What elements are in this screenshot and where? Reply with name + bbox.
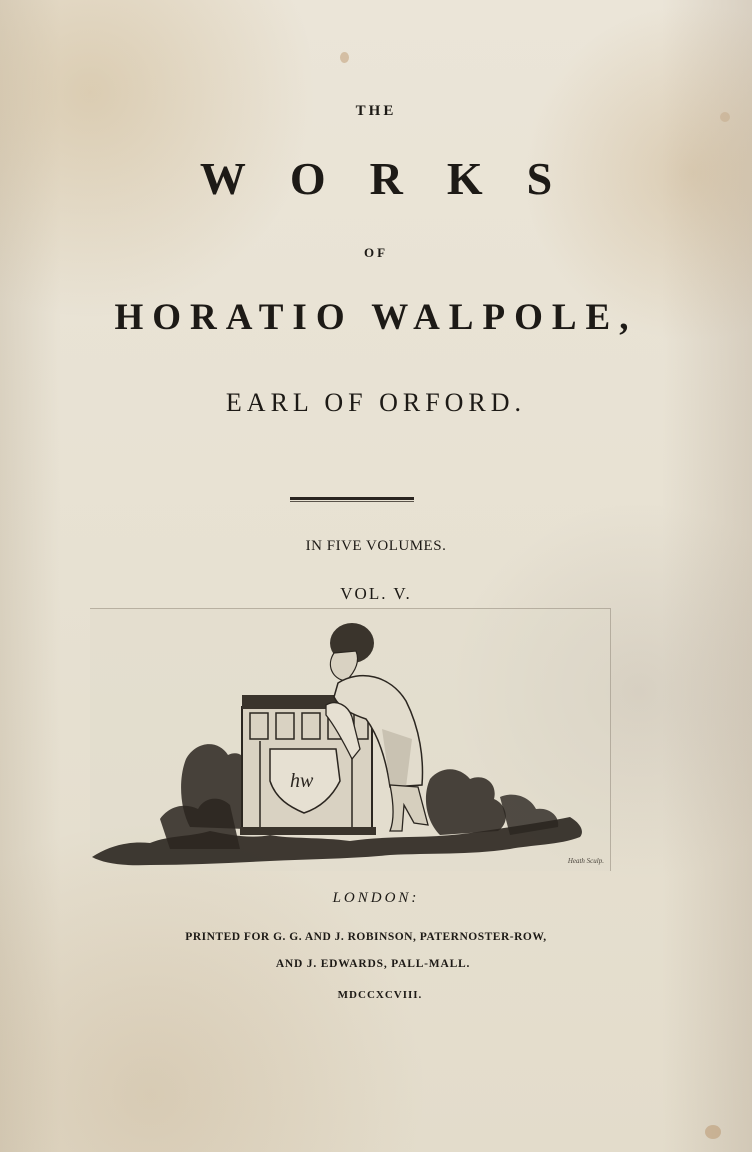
divider-rule-thin — [290, 501, 414, 502]
volume-number: VOL. V. — [340, 584, 412, 603]
imprint-seller: AND J. EDWARDS, PALL-MALL. — [275, 958, 471, 970]
foxing-spot — [705, 1125, 721, 1139]
volume-count: IN FIVE VOLUMES. — [305, 538, 447, 554]
engraver-signature: Heath Sculp. — [567, 857, 604, 865]
foxing-spot — [340, 52, 349, 63]
author-title: EARL OF ORFORD. — [225, 388, 527, 417]
divider-rule — [290, 497, 414, 500]
author-name: HORATIO WALPOLE, — [114, 297, 638, 338]
heading-of: OF — [363, 245, 389, 260]
vignette-engraving — [90, 608, 611, 871]
imprint-date: MDCCXCVIII. — [337, 989, 423, 1001]
vignette-illustration — [90, 609, 610, 871]
heading-the: THE — [355, 103, 397, 119]
imprint-printer: PRINTED FOR G. G. AND J. ROBINSON, PATERNOSTER-ROW, — [185, 931, 547, 943]
heading-works: WORKS — [199, 153, 597, 204]
shield-monogram: hw — [290, 770, 314, 792]
imprint-city: LONDON: — [332, 890, 420, 906]
